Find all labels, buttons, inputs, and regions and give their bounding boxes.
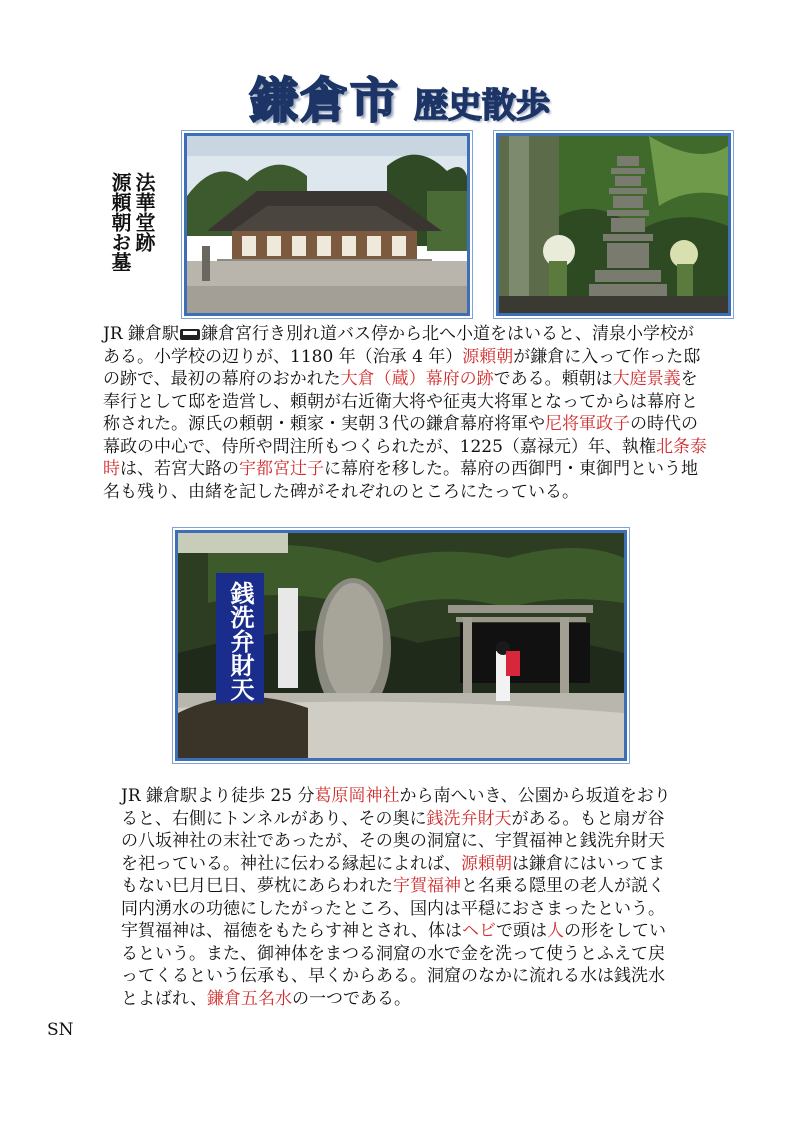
highlight-term: 葛原岡神社 [314,786,400,806]
text-segment: が鎌倉に入って作った邸の跡で、最初の幕府のおかれた [103,346,701,389]
signature: SN [47,1020,74,1040]
zeniarai-photo [175,530,627,761]
highlight-term: 銭洗弁財天 [426,808,512,829]
text-segment: である。頼朝は [493,369,613,389]
highlight-term: 北条泰時 [103,436,707,479]
text-segment: に幕府を移した。幕府の西御門・東御門という地名も残り、由緒を記した碑がそれぞれのところにたっている。 [103,459,698,502]
highlight-term: ヘビ [462,921,497,941]
text-segment: から南へいき、公園から坂道をおりると、右側にトンネルがあり、その奥に [121,786,671,829]
title-sub: 歴史散歩 [414,86,550,126]
highlight-term: 宇賀福神 [393,876,461,896]
text-segment: の形をしているという。また、御神体をまつる洞窟の水で金を洗って使うとふえて戻ってくるという伝承も、早くからある。洞窟のなかに流れる水は銭洗水とよばれ、 [121,921,667,1009]
highlight-term: 鎌倉五名水 [207,988,293,1009]
text-segment: JR 鎌倉駅より徒歩 25 分 [121,786,315,806]
text-segment: は、若宮大路の [120,459,239,479]
highlight-term: 大庭景義 [612,369,681,389]
banner-text: 銭洗弁財天 [226,581,254,701]
paragraph-okura-bakufu [103,323,708,503]
bus-icon [180,329,200,340]
text-segment: JR 鎌倉駅 [103,324,180,344]
paragraph-zeniarai [121,785,673,1010]
text-segment: で頭は [496,921,548,941]
grave-photo [496,133,731,316]
caption-hokkedo: 法華堂跡 [132,172,156,252]
highlight-term: 大倉（蔵）幕府の跡 [340,369,494,389]
page-title [0,62,800,131]
highlight-term: 尼将軍政子 [545,414,630,434]
temple-photo [184,133,470,316]
text-segment: がある。もと扇ガ谷の八坂神社の末社であったが、その奥の洞窟に、宇賀福神と銭洗弁財天を祀っている。神社に伝わる縁起によれば、 [121,808,665,874]
text-segment: 鎌倉宮行き別れ道バス停から北へ小道をはいると、清泉小学校がある。小学校の辺りが、1180 年（治承 4 年） [103,324,695,367]
highlight-term: 人 [547,921,565,941]
title-main: 鎌倉市 [249,73,400,129]
highlight-term: 宇都宮辻子 [239,459,324,479]
text-segment: と名乗る隠里の老人が説く同内湧水の功徳にしたがったところ、国内は平穏におさまったという。宇賀福神は、福徳をもたらす神とされ、体は [121,876,665,941]
text-segment: は鎌倉にはいってまもない巳月巳日、夢枕にあらわれた [121,853,665,896]
text-segment: の時代の幕政の中心で、侍所や問注所もつくられたが、1225（嘉禄元）年、執権 [103,414,698,457]
highlight-term: 源頼朝 [462,346,514,367]
text-segment: の一つである。 [292,988,412,1009]
text-segment: を奉行として邸を造営し、頼朝が右近衛大将や征夷大将軍となってからは幕府と称された。源氏の頼朝・頼家・実朝３代の鎌倉幕府将軍や [103,369,698,434]
caption-yoritomo: 源頼朝お墓 [108,172,132,272]
highlight-term: 源頼朝 [461,853,512,874]
